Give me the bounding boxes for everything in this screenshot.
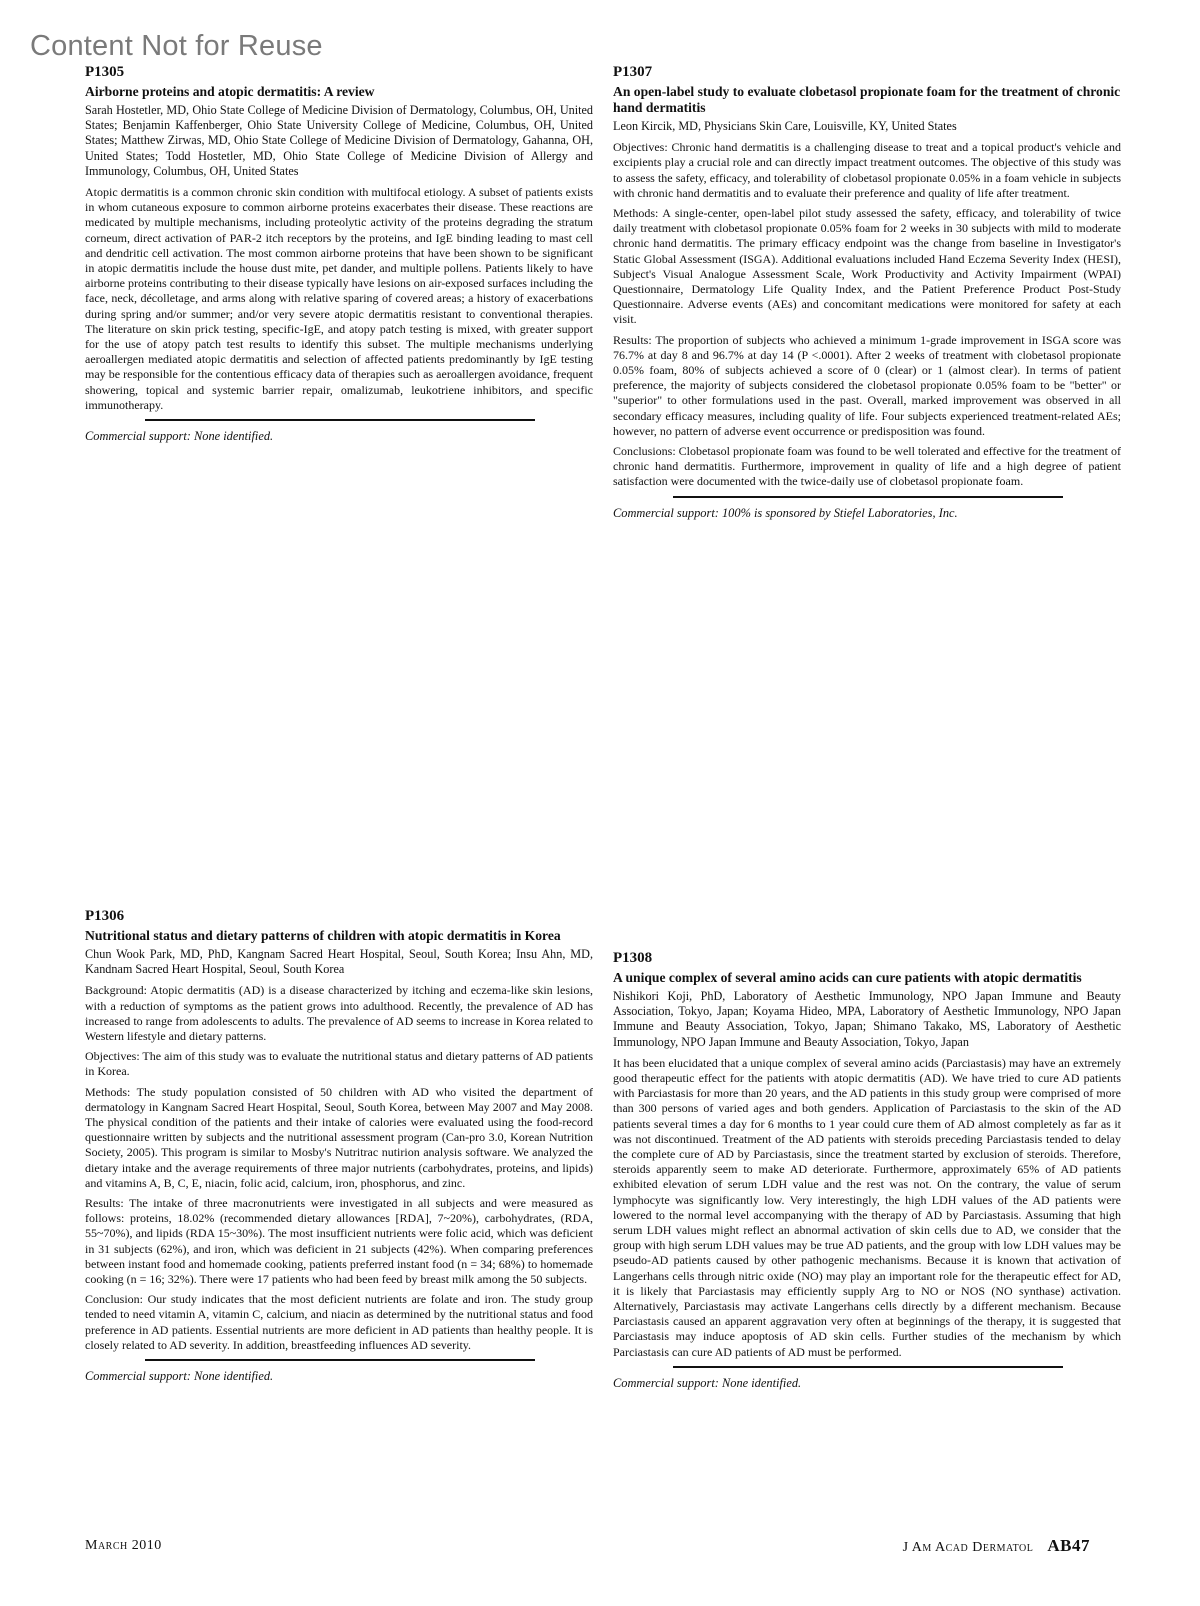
- abstract-p1306: [85, 908, 593, 1384]
- divider-rule: [145, 419, 535, 421]
- abstract-p1305: [85, 64, 593, 444]
- abstract-number: P1305: [85, 64, 125, 80]
- divider-rule: [673, 1366, 1063, 1368]
- footer-date: March 2010: [85, 1538, 162, 1553]
- abstract-objectives: Objectives: The aim of this study was to evaluate the nutritional status and dietary patterns of AD patients in Korea.: [85, 1049, 593, 1079]
- divider-rule: [145, 1359, 535, 1361]
- abstract-authors: Sarah Hostetler, MD, Ohio State College of Medicine Division of Dermatology, Columbus, OH, United States; Benjamin Kaffenberger, Ohio State University College of Medicine, Columbus, OH, United States; Matthew Zirwas, MD, Ohio State College of Medicine Division of Dermatology, Gahanna, OH, United States; Todd Hostetler, MD, Ohio State College of Medicine Division of Allergy and Immunology, Columbus, OH, United States: [85, 103, 593, 178]
- abstract-methods: Methods: The study population consisted of 50 children with AD who visited the department of dermatology in Kangnam Sacred Heart Hospital, Seoul, South Korea, between May 2007 and May 2008. The physical condition of the patients and their intake of calories were evaluated using the food-record questionnaire written by subjects and the nutritional assessment program (Can-pro 3.0, Korean Nutrition Society, 2005). This program is similar to Mosby's Nutritrac nutirion analysis software. We analyzed the dietary intake and the average requirements of three major nutrients (carbohydrates, proteins, and lipids) and vitamins A, B, C, E, niacin, folic acid, calcium, iron, phosphorus, and zinc.: [85, 1084, 593, 1190]
- abstract-title: An open-label study to evaluate clobetasol propionate foam for the treatment of chronic hand dermatitis: [613, 84, 1121, 115]
- footer-journal: J Am Acad Dermatol: [902, 1540, 1034, 1555]
- commercial-support: Commercial support: None identified.: [85, 429, 274, 444]
- commercial-support: Commercial support: 100% is sponsored by Stiefel Laboratories, Inc.: [613, 505, 958, 520]
- abstract-body: It has been elucidated that a unique complex of several amino acids (Parciastasis) may have an extremely good therapeutic effect for the patients with atopic dermatitis (AD). We have tried to cure AD patients with Parciastasis for more than 20 years, and the AD patients in this study group were comprised of more than 300 persons of varied ages and both genders. Application of Parciastasis to the skin of the AD patients several times a day for 6 months to 1 year could cure them of AD almost completely as far as it was not discontinued. Treatment of the AD patients with steroids preceding Parciastasis tended to delay the complete cure of AD by Parciastasis, since the treatment started by exclusion of steroids. Therefore, steroids apparently seem to make AD deteriorate. Furthermore, approximately 65% of AD patients exhibited elevation of serum LDH value and the rest was not. On the contrary, the value of serum lymphocyte was significantly low. Very interestingly, the high LDH values of the AD patients were lowered to the normal level accompanying with the therapy of AD by Parciastasis. Assuming that high serum LDH values might reflect an abnormal activation of skin cells due to AD, we consider that the group with high serum LDH values may be true AD patients, and the group with low LDH values may be pseudo-AD patients caused by other pathogenic mechanisms. Because it is known that activation of Langerhans cells through nitric oxide (NO) may play an important role for the therapeutic effect for AD, it is likely that Parciastasis may efficiently supply Arg to NO or NOS (NO synthase) activation. Alternatively, Parciastasis may activate Langerhans cells directly by a different mechanism. Because Parciastasis caused an apparent aggravation very often at beginnings of the therapy, it is suggested that Parciastasis may induce apoptosis of AD skin cells. Further studies of the mechanism by which Parciastasis can cure AD patients of AD must be performed.: [613, 1055, 1121, 1359]
- commercial-support: Commercial support: None identified.: [85, 1369, 274, 1384]
- abstract-title: Nutritional status and dietary patterns of children with atopic dermatitis in Korea: [85, 928, 561, 943]
- abstract-background: Background: Atopic dermatitis (AD) is a disease characterized by itching and eczema-like skin lesions, with a reduction of symptoms as the patient grows into adulthood. Recently, the prevalence of AD has increased to range from adolescents to adults. The prevalence of AD seems to increase in Korea related to Western lifestyle and dietary patterns.: [85, 983, 593, 1044]
- abstract-number: P1308: [613, 950, 653, 966]
- abstract-number: P1307: [613, 64, 653, 80]
- abstract-body: Atopic dermatitis is a common chronic skin condition with multifocal etiology. A subset of patients exists in whom cutaneous exposure to common airborne proteins exacerbates their disease. These reactions are medicated by multiple mechanisms, including proteolytic activity of the proteins degrading the stratum corneum, direct activation of PAR-2 itch receptors by the proteins, and IgE binding leading to mast cell and dendritic cell activation. The most common airborne proteins that have been shown to be significant in atopic dermatitis include the house dust mite, pet dander, and multiple pollens. Patients likely to have airborne proteins contributing to their disease typically have lesions on air-exposed surfaces including the face, neck, décolletage, and arms along with relative sparing of covered areas; a history of exacerbations during spring and/or summer; and/or very severe atopic dermatitis resistant to conventional therapies. The literature on skin prick testing, specific-IgE, and atopy patch testing is mixed, with greater support for the use of atopy patch test results to identify this subset. The multiple mechanisms underlying aeroallergen mediated atopic dermatitis and selection of affected patients predominantly by IgE testing may be responsible for the contentious efficacy data of therapies such as aeroallergen avoidance, frequent showering, topical and systemic barrier repair, omalizumab, leukotriene inhibitors, and specific immunotherapy.: [85, 185, 593, 412]
- abstract-results: Results: The proportion of subjects who achieved a minimum 1-grade improvement in ISGA score was 76.7% at day 8 and 96.7% at day 14 (P <.0001). After 2 weeks of treatment with clobetasol propionate 0.05% foam, 80% of subjects achieved a score of 0 (clear) or 1 (almost clear). In terms of patient preference, the majority of subjects considered the clobetasol propionate 0.05% foam to be "better" or "superior" to other formulations used in the past. Overall, marked improvement was observed in all secondary efficacy measures, including quality of life. Four subjects experienced treatment-related AEs; however, no pattern of adverse event occurrence or predisposition was found.: [613, 332, 1121, 438]
- abstract-objectives: Objectives: Chronic hand dermatitis is a challenging disease to treat and a topical product's vehicle and excipients play a crucial role and can directly impact treatment outcomes. The objective of this study was to assess the safety, efficacy, and tolerability of clobetasol propionate 0.05% in a foam vehicle in subjects with chronic hand dermatitis and to evaluate their preference and quality of life after treatment.: [613, 140, 1121, 200]
- commercial-support: Commercial support: None identified.: [613, 1375, 802, 1390]
- page-number: AB47: [1047, 1536, 1090, 1555]
- abstract-authors: Chun Wook Park, MD, PhD, Kangnam Sacred Heart Hospital, Seoul, South Korea; Insu Ahn, MD, Kandnam Sacred Heart Hospital, Seoul, South Korea: [85, 947, 593, 977]
- abstract-results: Results: The intake of three macronutrients were investigated in all subjects and were measured as follows: proteins, 18.02% (recommended dietary allowances [RDA], 7~20%), carbohydrates, (RDA, 55~70%), and lipids (RDA 15~30%). The most insufficient nutrients were folic acid, which was deficient in 31 subjects (62%), and iron, which was deficient in 21 subjects (42%). When comparing preferences between instant food and homemade cooking, patients preferred instant food (n = 34; 68%) to homemade cooking (n = 16; 32%). There were 17 patients who had been feed by breast milk among the 50 subjects.: [85, 1196, 593, 1287]
- abstract-methods: Methods: A single-center, open-label pilot study assessed the safety, efficacy, and tolerability of twice daily treatment with clobetasol propionate 0.05% foam for 2 weeks in 30 subjects with mild to moderate chronic hand dermatitis. The primary efficacy endpoint was the change from baseline in Investigator's Static Global Assessment (ISGA). Additional evaluations included Hand Eczema Severity Index (HESI), Subject's Visual Analogue Assessment Scale, Work Productivity and Activity Impairment (WPAI) Questionnaire, Dermatology Life Quality Index, and the Patient Preference Product Post-Study Questionnaire. Adverse events (AEs) and concomitant medications were monitored for safety at each visit.: [613, 206, 1121, 327]
- footer-journal-info: [903, 1536, 1090, 1556]
- watermark: Content Not for Reuse: [30, 30, 323, 62]
- abstract-number: P1306: [85, 908, 125, 924]
- abstract-authors: Nishikori Koji, PhD, Laboratory of Aesthetic Immunology, NPO Japan Immune and Beauty Association, Tokyo, Japan; Koyama Hideo, MPA, Laboratory of Aesthetic Immunology, NPO Japan Immune and Beauty Association, Tokyo, Japan; Shimano Takako, MS, Laboratory of Aesthetic Immunology, NPO Japan Immune and Beauty Association, Tokyo, Japan: [613, 989, 1121, 1049]
- abstract-p1308: [613, 950, 1121, 1391]
- abstract-conclusions: Conclusions: Clobetasol propionate foam was found to be well tolerated and effective for the treatment of chronic hand dermatitis. Furthermore, improvement in quality of life and a high degree of patient satisfaction were documented with the twice-daily use of clobetasol propionate foam.: [613, 444, 1121, 489]
- abstract-p1307: [613, 64, 1121, 521]
- abstract-title: Airborne proteins and atopic dermatitis: A review: [85, 84, 375, 99]
- abstract-conclusion: Conclusion: Our study indicates that the most deficient nutrients are folate and iron. The study group tended to need vitamin A, vitamin C, calcium, and niacin as determined by the nutritional status and food preference in AD patients. Essential nutrients are more deficient in AD patients than healthy people. It is closely related to AD severity. In addition, breastfeeding influences AD severity.: [85, 1292, 593, 1352]
- divider-rule: [673, 496, 1063, 498]
- abstract-title: A unique complex of several amino acids can cure patients with atopic dermatitis: [613, 970, 1082, 985]
- abstract-authors: Leon Kircik, MD, Physicians Skin Care, Louisville, KY, United States: [613, 119, 957, 133]
